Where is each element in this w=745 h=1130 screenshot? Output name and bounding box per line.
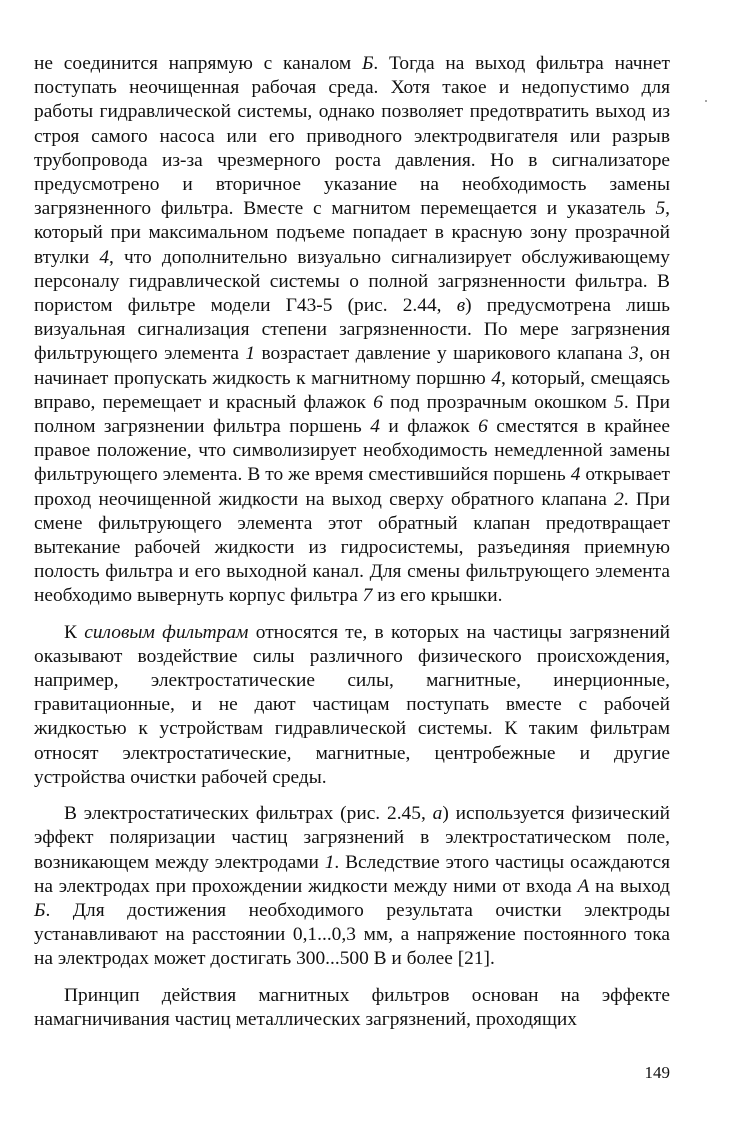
italic-run: 7 [362,585,373,607]
text-run: относятся те, в которых на частицы загрязнений оказывают воздействие силы различного физического происхождения, например, электростатические силы, магнитные, инерционные, гравитационные, и не дают частицам поступать вместе с рабочей жидкостью к устройствам гидравлической системы. К таким фильтрам относят электростатические, магнитные, центробежные и другие устройства очистки рабочей среды. [34,621,670,788]
paragraph [34,984,670,1032]
text-run: В электростатических фильтрах (рис. 2.45, [64,803,433,825]
text-run: возрастает давление у шарикового клапана [255,343,629,365]
italic-run: 5 [655,198,666,220]
italic-run: 5 [614,391,624,413]
italic-run: 2 [614,488,624,510]
italic-run: 1 [324,851,335,873]
text-run: . Вследствие этого частицы осаждаются на электродах при прохождении жидкости между ними от входа [34,851,670,897]
text-run: из его крышки. [372,585,503,607]
paragraph [34,52,670,609]
italic-run: Б [34,899,46,921]
paragraph [34,621,670,790]
italic-run: 6 [373,391,383,413]
italic-run: 4 [370,416,380,438]
text-run: открывает проход неочищенной жидкости на выход сверху обратного клапана [34,464,670,510]
page-body [34,52,670,1032]
text-run: сместятся в крайнее правое положение, что символизирует необходимость немедленной замены фильтрующего элемента. В то же время сместившийся поршень [34,416,670,486]
page-number: 149 [644,1063,670,1082]
text-run: ) используется физический эффект поляризации частиц загрязнений в электростатическом поле, возникающем между электродами [34,803,670,873]
text-run: на выход [589,875,670,897]
italic-run: 1 [245,343,256,365]
paragraph [34,802,670,971]
text-run: К [64,621,85,643]
text-run: под прозрачным окошком [382,391,615,413]
italic-run: 4 [99,246,110,268]
text-run: ) предусмотрена лишь визуальная сигнализация степени загрязненности. По мере загрязнения фильтрующего элемента [34,295,670,365]
text-run: , который при максимальном подъеме попадает в красную зону прозрачной втулки [34,198,670,268]
text-run: . При полном загрязнении фильтра поршень [34,391,670,438]
italic-run: 4 [491,367,501,389]
italic-run: 3 [628,343,639,365]
text-run: , он начинает пропускать жидкость к магнитному поршню [34,343,670,389]
text-run: . При смене фильтрующего элемента этот обратный клапан предотвращает вытекание рабочей жидкости из гидросистемы, разъединяя приемную полость фильтра и его выходной канал. Для смены фильтрующего элемента необходимо вывернуть корпус фильтра [34,488,671,607]
italic-run: силовым фильтрам [84,621,249,643]
italic-run: А [577,875,590,897]
text-run: , что дополнительно визуально сигнализирует обслуживающему персоналу гидравлической системы о полной загрязненности фильтра. В пористом фильтре модели Г43-5 (рис. 2.44, [34,246,670,317]
text-run: и флажок [379,416,479,438]
italic-run: 6 [478,416,488,438]
text-run: . Для достижения необходимого результата очистки электроды устанавливают на расстоянии 0,1...0,3 мм, а напряжение постоянного тока на электродах может достигать 300...500 В и более [21]. [34,899,670,970]
italic-run: 4 [570,464,581,486]
text-run: , который, смещаясь вправо, перемещает и красный флажок [34,367,670,413]
text-run: . Тогда на выход фильтра начнет поступать неочищенная рабочая среда. Хотя такое и недопустимо для работы гидравлической системы, однако позволяет предотвратить выход из строя самого насоса или его приводного электродвигателя или разрыв трубопровода из-за чрезмерного роста давления. Но в сигнализаторе предусмотрено и вторичное указание на необходимость замены загрязненного фильтра. Вместе с магнитом перемещается и указатель [34,53,670,220]
italic-run: Б [361,53,374,74]
italic-run: а [432,803,443,825]
text-run: Принцип действия магнитных фильтров основан на эффекте намагничивания частиц металлических загрязнений, проходящих [34,984,670,1030]
scan-speck [705,100,707,102]
text-run: не соединится напрямую с каналом [34,53,362,74]
italic-run: в [456,295,466,317]
